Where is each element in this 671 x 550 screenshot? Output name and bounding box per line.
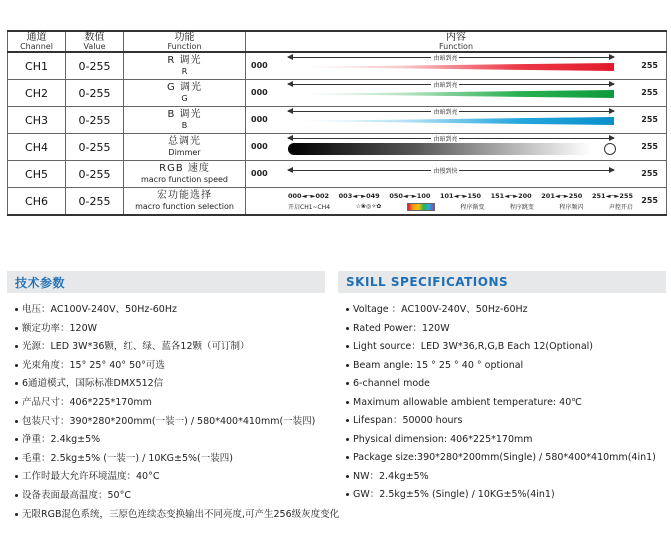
spec-item (346, 486, 666, 505)
spec-text: Beam angle: 15 ° 25 ° 40 ° optional (353, 359, 524, 371)
range-end: 255 (641, 88, 658, 97)
bullet-icon (15, 475, 18, 478)
spec-item (15, 338, 325, 357)
bullet-icon (346, 419, 349, 422)
range-end: 255 (641, 115, 658, 124)
channel-cell: CH1 (8, 52, 66, 80)
spec-item (15, 320, 325, 339)
spec-text: Voltage ：AC100V-240V、50Hz-60Hz (353, 304, 528, 315)
spec-item (346, 394, 666, 413)
red-gradient-bar (288, 63, 614, 71)
circle-icon (604, 143, 616, 155)
spec-item (346, 412, 666, 431)
specs-en-list (338, 301, 666, 505)
bullet-icon (346, 493, 349, 496)
bullet-icon (346, 456, 349, 459)
spec-text: 额定功率：120W (22, 322, 98, 334)
function-cell: 总调光 Dimmer (124, 134, 246, 161)
macro-range: 000◄─►002 (288, 192, 330, 200)
table-header-row (8, 31, 667, 52)
specs-cn-list (7, 301, 340, 524)
range-end: 255 (641, 169, 658, 178)
spec-text: 电压：AC100V-240V、50Hz-60Hz (22, 304, 177, 315)
value-cell: 0-255 (66, 188, 124, 216)
dmx-channel-table (7, 30, 667, 216)
spec-text: 毛重：2.5kg±5% (一装一) / 10KG±5%(一装四) (22, 452, 233, 464)
spec-text: Physical dimension: 406*225*170mm (353, 433, 533, 445)
specs-en-header (338, 271, 666, 293)
range-arrow (288, 136, 614, 143)
range-arrow (288, 82, 614, 89)
spec-item (346, 320, 666, 339)
spec-text: 包装尺寸：390*280*200mm(一装一) / 580*400*410mm(一装四) (22, 415, 316, 427)
spec-text: 光源：LED 3W*36颗，红、绿、蓝各12颗（可订制） (22, 341, 250, 353)
specs-cn-title: 技术参数 (15, 275, 66, 290)
content-cell (246, 134, 667, 161)
spec-text: Package size:390*280*200mm(Single) / 580*400*410mm(4in1) (353, 452, 656, 463)
macro-range: 151◄─►200 (490, 192, 532, 200)
function-cell: R 调光 R (124, 52, 246, 80)
content-cell (246, 52, 667, 80)
macro-label: 程序渐变 (460, 204, 485, 211)
specs-cn-panel (7, 271, 340, 524)
channel-cell: CH3 (8, 107, 66, 134)
specs-cn-header (7, 271, 325, 293)
spec-item (346, 431, 666, 450)
spec-text: Maximum allowable ambient temperature: 40℃ (353, 396, 582, 408)
content-cell (246, 188, 667, 216)
function-cell: RGB 速度 macro function speed (124, 161, 246, 188)
spec-text: GW：2.5kg±5% (Single) / 10KG±5%(4in1) (353, 489, 555, 500)
spec-item (346, 375, 666, 394)
bullet-icon (346, 327, 349, 330)
spec-text: 净重：2.4kg±5% (22, 434, 101, 446)
rainbow-icon (407, 203, 435, 211)
function-cell: B 调光 B (124, 107, 246, 134)
range-end: 255 (641, 196, 658, 205)
bullet-icon (15, 327, 18, 330)
bullet-icon (346, 438, 349, 441)
spec-text: Lifespan：50000 hours (353, 415, 463, 426)
header-channel: 通道 Channel (8, 31, 66, 52)
specs-en-title: SKILL SPECIFICATIONS (346, 275, 509, 289)
value-cell: 0-255 (66, 134, 124, 161)
spec-item (15, 487, 325, 506)
function-cell: G 调光 G (124, 80, 246, 107)
spec-text: 工作时最大允许环境温度：40°C (22, 471, 160, 483)
macro-label: 程序跳变 (509, 204, 534, 211)
macro-range: 251◄─►255 (591, 192, 633, 200)
spec-item (15, 506, 340, 525)
table-row (8, 134, 667, 161)
range-start: 000 (251, 169, 268, 178)
spec-text: 6通道模式，国际标准DMX512信 (22, 378, 164, 390)
spec-item (346, 468, 666, 487)
spec-text: 6-channel mode (353, 378, 431, 389)
arrow-label: 由暗到亮 (433, 82, 458, 89)
bullet-icon (346, 475, 349, 478)
bullet-icon (15, 513, 18, 516)
spec-item (15, 301, 325, 320)
range-start: 000 (251, 61, 268, 70)
bullet-icon (15, 308, 18, 311)
content-cell (246, 80, 667, 107)
macro-label: 开启CH1~CH4 (288, 204, 331, 211)
range-arrow (288, 168, 614, 175)
spec-item (15, 394, 325, 413)
spec-item (15, 413, 325, 432)
macro-range-list (288, 192, 633, 211)
macro-range: 201◄─►250 (541, 192, 583, 200)
spec-text: 产品尺寸：406*225*170mm (22, 396, 152, 408)
blue-gradient-bar (288, 117, 614, 125)
range-end: 255 (641, 142, 658, 151)
channel-cell: CH6 (8, 188, 66, 216)
arrow-label: 由慢到快 (433, 168, 458, 175)
green-gradient-bar (288, 90, 614, 98)
header-function: 功能 Function (124, 31, 246, 52)
bullet-icon (346, 308, 349, 311)
value-cell: 0-255 (66, 161, 124, 188)
macro-label: ☆❀◎✧✿ (355, 203, 382, 210)
bullet-icon (15, 364, 18, 367)
spec-text: Light source：LED 3W*36,R,G,B Each 12(Optional) (353, 341, 593, 352)
spec-item (15, 468, 325, 487)
range-start: 000 (251, 142, 268, 151)
spec-item (346, 357, 666, 376)
macro-range: 101◄─►150 (439, 192, 482, 200)
macro-label: 声控开启 (608, 204, 633, 211)
arrow-label: 由暗到亮 (433, 136, 458, 143)
bullet-icon (15, 401, 18, 404)
spec-item (15, 431, 325, 450)
table-row (8, 161, 667, 188)
spec-text: 光束角度：15° 25° 40° 50°可选 (22, 359, 165, 371)
arrow-label: 由暗到亮 (433, 109, 458, 116)
range-end: 255 (641, 61, 658, 70)
table-row (8, 52, 667, 80)
bullet-icon (346, 345, 349, 348)
channel-cell: CH2 (8, 80, 66, 107)
specs-en-panel (338, 271, 666, 505)
spec-item (15, 375, 325, 394)
bullet-icon (15, 382, 18, 385)
arrow-label: 由暗到亮 (433, 55, 458, 62)
macro-range: 003◄─►049 (338, 192, 380, 200)
bullet-icon (346, 364, 349, 367)
channel-cell: CH4 (8, 134, 66, 161)
spec-text: Rated Power：120W (353, 322, 450, 334)
table-row (8, 107, 667, 134)
bullet-icon (346, 382, 349, 385)
range-start: 000 (251, 115, 268, 124)
dimmer-gradient-bar (288, 143, 604, 155)
macro-label: 程序频闪 (559, 204, 584, 211)
range-arrow (288, 55, 614, 62)
range-start: 000 (251, 88, 268, 97)
bullet-icon (15, 438, 18, 441)
value-cell: 0-255 (66, 80, 124, 107)
bullet-icon (15, 420, 18, 423)
bullet-icon (15, 457, 18, 460)
header-content: 内容 Function (246, 31, 667, 52)
spec-item (346, 338, 666, 357)
spec-item (15, 450, 325, 469)
spec-item (346, 301, 666, 320)
value-cell: 0-255 (66, 52, 124, 80)
content-cell (246, 161, 667, 188)
value-cell: 0-255 (66, 107, 124, 134)
macro-range: 050◄─►100 (389, 192, 431, 200)
header-value: 数值 Value (66, 31, 124, 52)
spec-text: NW：2.4kg±5% (353, 470, 429, 482)
table-row (8, 80, 667, 107)
table-row (8, 188, 667, 216)
bullet-icon (346, 401, 349, 404)
content-cell (246, 107, 667, 134)
channel-cell: CH5 (8, 161, 66, 188)
function-cell: 宏功能选择 macro function selection (124, 188, 246, 216)
spec-text: 设备表面最高温度：50°C (22, 489, 131, 501)
spec-item (346, 449, 666, 468)
bullet-icon (15, 345, 18, 348)
spec-text: 无限RGB混色系统，三原色连续态变换输出不同亮度,可产生256级灰度变化 (22, 508, 340, 520)
bullet-icon (15, 494, 18, 497)
spec-item (15, 357, 325, 376)
range-arrow (288, 109, 614, 116)
